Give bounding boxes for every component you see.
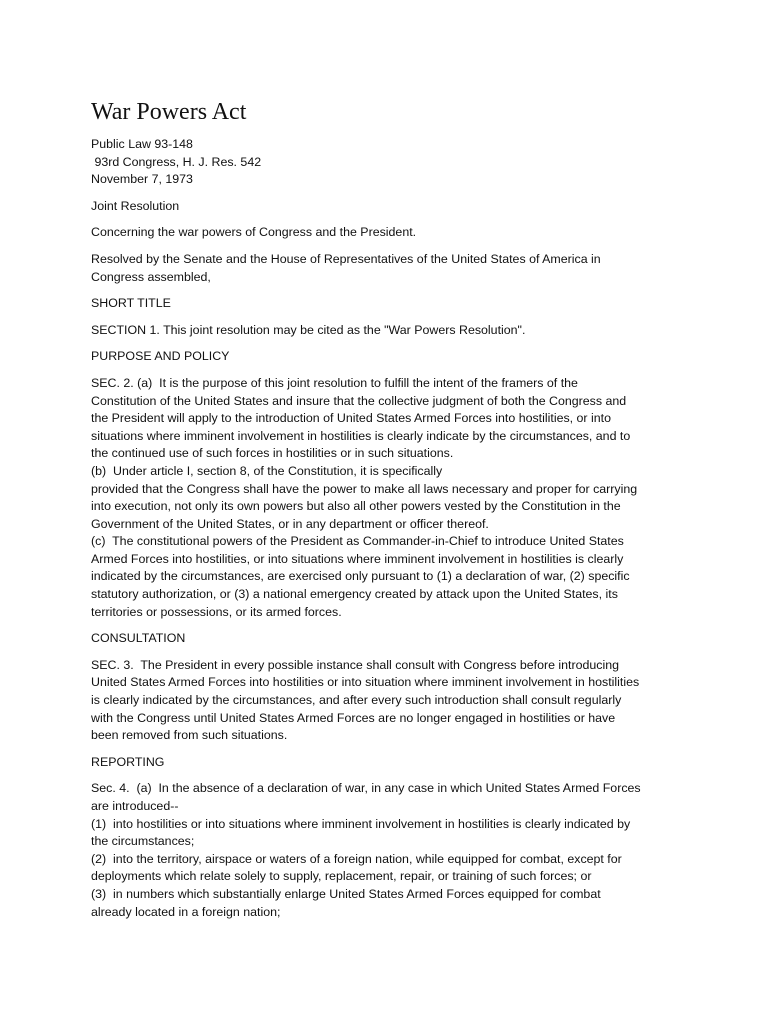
- section-4-line: are introduced--: [91, 799, 179, 813]
- section-2-line: into execution, not only its own powers but also all other powers vested by the Constitution in the: [91, 499, 621, 514]
- section-2-line: (b) Under article I, section 8, of the Constitution, it is specifically: [91, 463, 443, 478]
- section-3-line: with the Congress until United States Armed Forces are no longer engaged in hostilities or have: [91, 710, 616, 725]
- section-4-line: (3) in numbers which substantially enlarge United States Armed Forces equipped for combat: [91, 886, 601, 901]
- section-1: SECTION 1. This joint resolution may be cited as the "War Powers Resolution".: [91, 322, 526, 337]
- section-4-line: (2) into the territory, airspace or waters of a foreign nation, while equipped for combat, except for: [91, 851, 622, 866]
- heading-consultation: CONSULTATION: [91, 631, 186, 646]
- section-2: [91, 375, 688, 621]
- section-4-line: the circumstances;: [91, 834, 195, 849]
- section-4-line: (1) into hostilities or into situations where imminent involvement in hostilities is clearly indicated by: [91, 816, 631, 831]
- document-title: War Powers Act: [91, 99, 247, 125]
- section-2-line: SEC. 2. (a) It is the purpose of this joint resolution to fulfill the intent of the framers of the: [91, 375, 578, 390]
- section-4-line: Sec. 4. (a) In the absence of a declaration of war, in any case in which United States Armed Forces: [91, 781, 641, 796]
- section-2-line: situations where imminent involvement in hostilities is clearly indicate by the circumstances, and to: [91, 428, 631, 443]
- section-3-line: United States Armed Forces into hostilities or into situation where imminent involvement in hostilities: [91, 675, 640, 690]
- public-law-number: Public Law 93-148: [91, 137, 193, 151]
- section-2-line: Armed Forces into hostilities, or into situations where imminent involvement in hostilities is clearly: [91, 551, 624, 566]
- citation-block: [91, 136, 688, 189]
- section-2-line: (c) The constitutional powers of the President as Commander-in-Chief to introduce United States: [91, 534, 624, 549]
- heading-reporting: REPORTING: [91, 754, 165, 769]
- section-3-line: is clearly indicated by the circumstances, and after every such introduction shall consult regularly: [91, 693, 622, 708]
- resolution-subject: Concerning the war powers of Congress and the President.: [91, 225, 417, 240]
- section-3-line: been removed from such situations.: [91, 728, 288, 743]
- enacting-clause-line: Resolved by the Senate and the House of Representatives of the United States of America in: [91, 251, 601, 266]
- section-2-line: the President will apply to the introduction of United States Armed Forces into hostilities, or into: [91, 411, 611, 426]
- section-2-line: the continued use of such forces in hostilities or in such situations.: [91, 446, 454, 461]
- congress-resolution: 93rd Congress, H. J. Res. 542: [91, 154, 262, 169]
- enacting-clause-line: Congress assembled,: [91, 269, 211, 284]
- heading-short-title: SHORT TITLE: [91, 296, 171, 311]
- section-2-line: provided that the Congress shall have the power to make all laws necessary and proper for carrying: [91, 481, 638, 496]
- section-3: [91, 657, 688, 745]
- section-4-line: already located in a foreign nation;: [91, 904, 281, 919]
- section-3-line: SEC. 3. The President in every possible instance shall consult with Congress before introducing: [91, 657, 620, 672]
- section-2-line: statutory authorization, or (3) a national emergency created by attack upon the United States, its: [91, 587, 618, 602]
- section-4: [91, 780, 688, 921]
- section-2-line: Constitution of the United States and insure that the collective judgment of both the Congress and: [91, 393, 627, 408]
- resolution-type: Joint Resolution: [91, 198, 180, 213]
- enactment-date: November 7, 1973: [91, 172, 193, 187]
- section-2-line: indicated by the circumstances, are exercised only pursuant to (1) a declaration of war, (2) specific: [91, 569, 630, 584]
- section-2-line: Government of the United States, or in any department or officer thereof.: [91, 516, 489, 531]
- section-4-line: deployments which relate solely to supply, replacement, repair, or training of such forces; or: [91, 869, 592, 884]
- enacting-clause: [91, 251, 688, 286]
- heading-purpose-and-policy: PURPOSE AND POLICY: [91, 349, 230, 364]
- section-2-line: territories or possessions, or its armed forces.: [91, 604, 342, 619]
